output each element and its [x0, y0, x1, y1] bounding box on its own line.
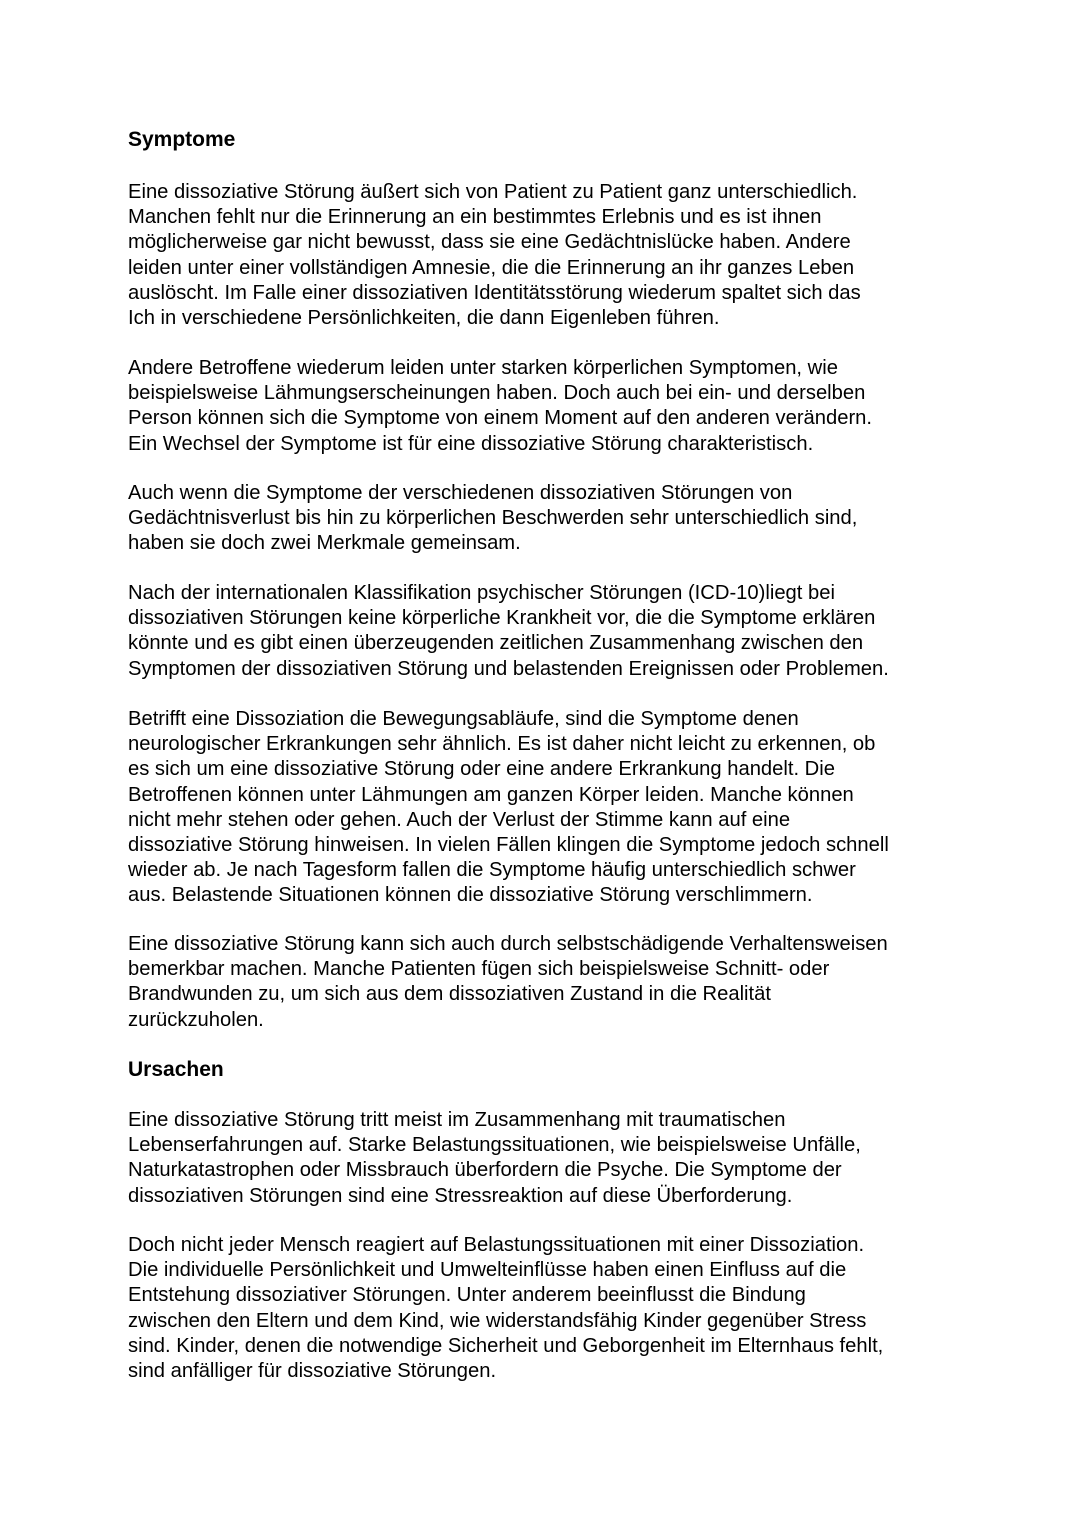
text-line: beispielsweise Lähmungserscheinungen haben. Doch auch bei ein- und derselben [128, 382, 866, 405]
text-line: es sich um eine dissoziative Störung oder eine andere Erkrankung handelt. Die [128, 758, 835, 781]
text-line: dissoziative Störung hinweisen. In vielen Fällen klingen die Symptome jedoch schnell [128, 833, 889, 856]
paragraph-ursachen-1 [128, 1108, 958, 1209]
paragraph-ursachen-2 [128, 1233, 958, 1384]
text-line: Symptomen der dissoziativen Störung und belastenden Ereignissen oder Problemen. [128, 657, 889, 680]
text-line: auslöscht. Im Falle einer dissoziativen Identitätsstörung wiederum spaltet sich das [128, 281, 861, 304]
section-heading-ursachen: Ursachen [128, 1058, 224, 1081]
text-line: Brandwunden zu, um sich aus dem dissoziativen Zustand in die Realität [128, 983, 771, 1006]
paragraph-symptome-3 [128, 481, 958, 557]
text-line: Betrifft eine Dissoziation die Bewegungsabläufe, sind die Symptome denen [128, 708, 799, 730]
text-line: aus. Belastende Situationen können die dissoziative Störung verschlimmern. [128, 884, 813, 907]
text-line: neurologischer Erkrankungen sehr ähnlich. Es ist daher nicht leicht zu erkennen, ob [128, 733, 876, 756]
text-line: möglicherweise gar nicht bewusst, dass sie eine Gedächtnislücke haben. Andere [128, 231, 851, 254]
text-line: dissoziativen Störungen sind eine Stressreaktion auf diese Überforderung. [128, 1184, 793, 1207]
paragraph-symptome-2 [128, 356, 958, 457]
paragraph-symptome-5 [128, 707, 958, 909]
text-line: haben sie doch zwei Merkmale gemeinsam. [128, 532, 521, 555]
text-line: Person können sich die Symptome von einem Moment auf den anderen verändern. [128, 407, 873, 430]
text-line: Doch nicht jeder Mensch reagiert auf Belastungssituationen mit einer Dissoziation. [128, 1234, 865, 1256]
text-line: Gedächtnisverlust bis hin zu körperlichen Beschwerden sehr unterschiedlich sind, [128, 507, 858, 530]
text-line: Nach der internationalen Klassifikation psychischer Störungen (ICD-10)liegt bei [128, 582, 835, 604]
paragraph-symptome-6 [128, 932, 958, 1033]
text-line: leiden unter einer vollständigen Amnesie, die die Erinnerung an ihr ganzes Leben [128, 256, 855, 279]
section-heading-symptome: Symptome [128, 128, 236, 151]
paragraph-symptome-4 [128, 581, 958, 682]
text-line: Ich in verschiedene Persönlichkeiten, die dann Eigenleben führen. [128, 306, 720, 329]
text-line: Auch wenn die Symptome der verschiedenen dissoziativen Störungen von [128, 482, 793, 504]
text-line: Entstehung dissoziativer Störungen. Unter anderem beeinflusst die Bindung [128, 1284, 806, 1307]
text-line: Lebenserfahrungen auf. Starke Belastungssituationen, wie beispielsweise Unfälle, [128, 1134, 861, 1157]
text-line: zwischen den Eltern und dem Kind, wie widerstandsfähig Kinder gegenüber Stress [128, 1309, 867, 1332]
text-line: sind anfälliger für dissoziative Störungen. [128, 1359, 497, 1382]
text-line: sind. Kinder, denen die notwendige Sicherheit und Geborgenheit im Elternhaus fehlt, [128, 1334, 884, 1357]
text-line: Betroffenen können unter Lähmungen am ganzen Körper leiden. Manche können [128, 783, 854, 806]
text-line: Manchen fehlt nur die Erinnerung an ein bestimmtes Erlebnis und es ist ihnen [128, 206, 822, 229]
text-line: könnte und es gibt einen überzeugenden zeitlichen Zusammenhang zwischen den [128, 632, 864, 655]
text-line: zurückzuholen. [128, 1008, 264, 1031]
text-line: dissoziativen Störungen keine körperliche Krankheit vor, die die Symptome erklären [128, 607, 876, 630]
text-line: Die individuelle Persönlichkeit und Umwelteinflüsse haben einen Einfluss auf die [128, 1259, 847, 1282]
text-line: Ein Wechsel der Symptome ist für eine dissoziative Störung charakteristisch. [128, 432, 814, 455]
text-line: nicht mehr stehen oder gehen. Auch der Verlust der Stimme kann auf eine [128, 808, 791, 831]
text-line: Eine dissoziative Störung äußert sich von Patient zu Patient ganz unterschiedlich. [128, 181, 858, 203]
paragraph-symptome-1 [128, 180, 958, 331]
text-line: Eine dissoziative Störung tritt meist im Zusammenhang mit traumatischen [128, 1109, 786, 1131]
text-line: Eine dissoziative Störung kann sich auch durch selbstschädigende Verhaltensweisen [128, 933, 888, 955]
text-line: Andere Betroffene wiederum leiden unter starken körperlichen Symptomen, wie [128, 357, 838, 379]
text-line: bemerkbar machen. Manche Patienten fügen sich beispielsweise Schnitt- oder [128, 958, 830, 981]
text-line: wieder ab. Je nach Tagesform fallen die Symptome häufig unterschiedlich schwer [128, 859, 856, 882]
text-line: Naturkatastrophen oder Missbrauch überfordern die Psyche. Die Symptome der [128, 1159, 842, 1182]
